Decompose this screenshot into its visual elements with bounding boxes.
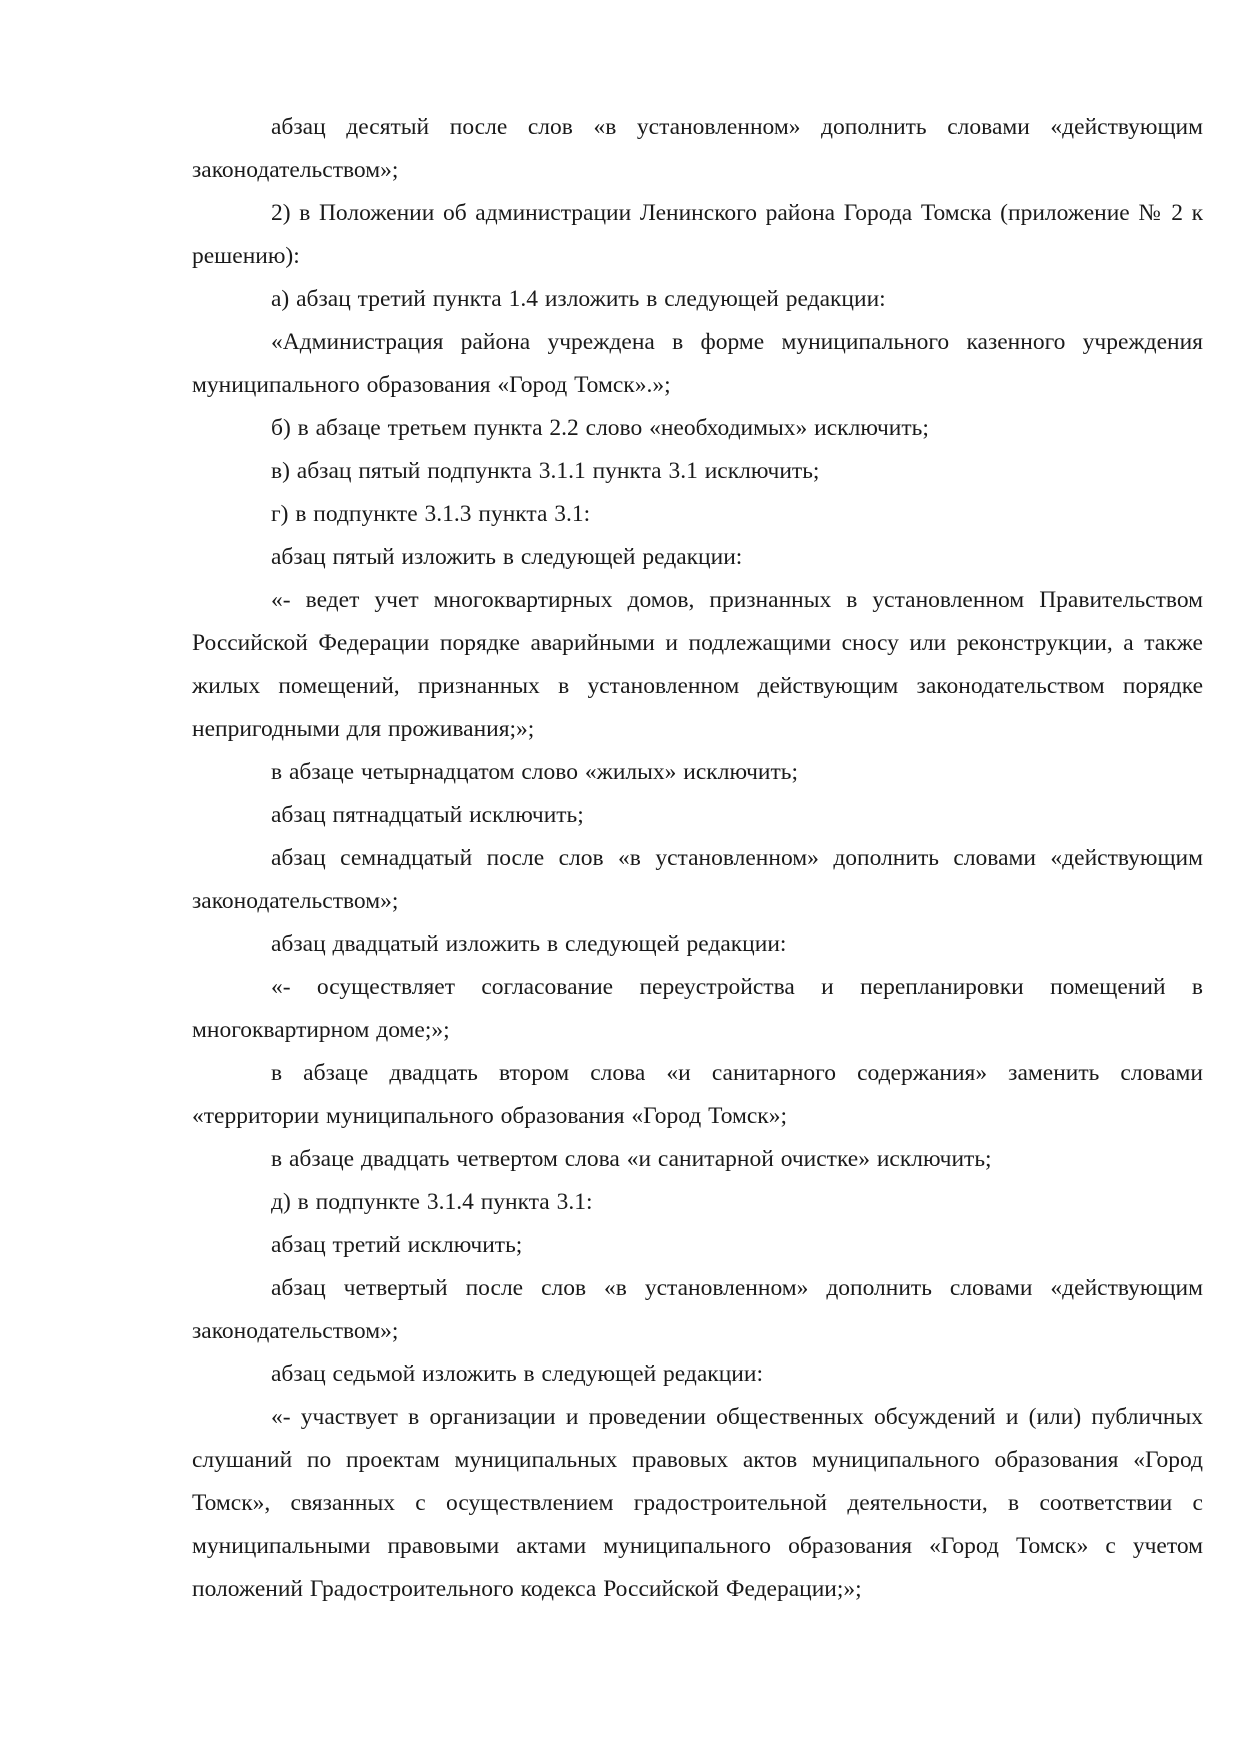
paragraph-11: абзац пятнадцатый исключить; (271, 802, 584, 828)
paragraph-3: а) абзац третий пункта 1.4 изложить в следующей редакции: (271, 286, 886, 312)
paragraph-21: «- участвует в организации и проведении общественных обсуждений и (или) публичных слушаний по проектам муниципальных правовых актов муниципального образования «Город Томск», связанных с осуществлением градостроительной деятельности, в соответствии с муниципальными правовыми актами муниципального образования «Город Томск» с учетом положений Градостроительного кодекса Российской Федерации;»; (192, 1404, 1203, 1602)
paragraph-16: в абзаце двадцать четвертом слова «и санитарной очистке» исключить; (271, 1146, 992, 1172)
paragraph-1: абзац десятый после слов «в установленном» дополнить словами «действующим законодательством»; (192, 114, 1203, 183)
paragraph-18: абзац третий исключить; (271, 1232, 523, 1258)
paragraph-19: абзац четвертый после слов «в установленном» дополнить словами «действующим законодательством»; (192, 1275, 1203, 1344)
paragraph-15: в абзаце двадцать втором слова «и санитарного содержания» заменить словами «территории муниципального образования «Город Томск»; (192, 1060, 1203, 1129)
paragraph-2: 2) в Положении об администрации Ленинского района Города Томска (приложение № 2 к решению): (192, 200, 1203, 269)
paragraph-20: абзац седьмой изложить в следующей редакции: (271, 1361, 763, 1387)
paragraph-5: б) в абзаце третьем пункта 2.2 слово «необходимых» исключить; (271, 415, 929, 441)
paragraph-9: «- ведет учет многоквартирных домов, признанных в установленном Правительством Российской Федерации порядке аварийными и подлежащими сносу или реконструкции, а также жилых помещений, признанных в установленном действующим законодательством порядке непригодными для проживания;»; (192, 587, 1203, 742)
paragraph-12: абзац семнадцатый после слов «в установленном» дополнить словами «действующим законодательством»; (192, 845, 1203, 914)
paragraph-7: г) в подпункте 3.1.3 пункта 3.1: (271, 501, 591, 527)
paragraph-8: абзац пятый изложить в следующей редакции: (271, 544, 743, 570)
paragraph-13: абзац двадцатый изложить в следующей редакции: (271, 931, 787, 957)
paragraph-14: «- осуществляет согласование переустройства и перепланировки помещений в многоквартирном доме;»; (192, 974, 1203, 1043)
paragraph-4: «Администрация района учреждена в форме муниципального казенного учреждения муниципального образования «Город Томск».»; (192, 329, 1203, 398)
paragraph-10: в абзаце четырнадцатом слово «жилых» исключить; (271, 759, 799, 785)
document-page (192, 106, 1203, 1611)
paragraph-6: в) абзац пятый подпункта 3.1.1 пункта 3.1 исключить; (271, 458, 820, 484)
paragraph-17: д) в подпункте 3.1.4 пункта 3.1: (271, 1189, 593, 1215)
